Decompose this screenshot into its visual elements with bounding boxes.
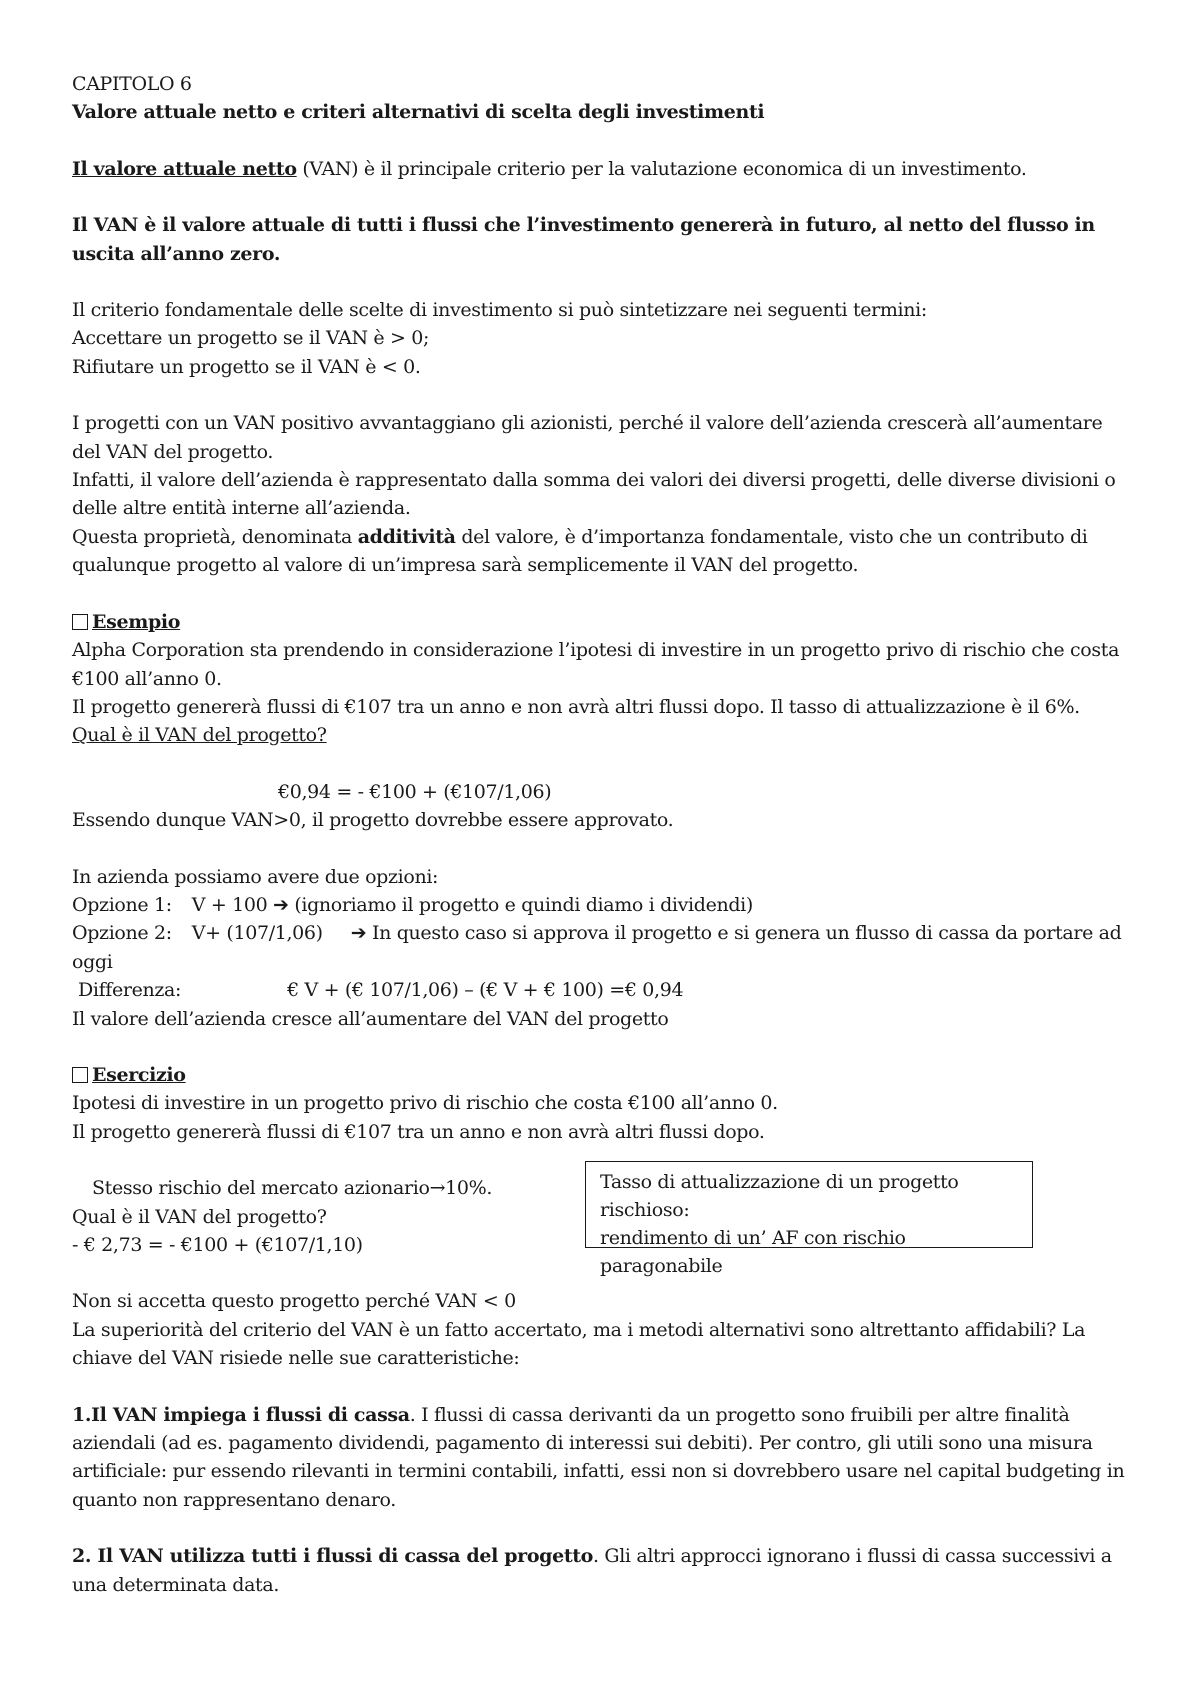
options-conclusion: Il valore dell’azienda cresce all’aumentare del VAN del progetto — [72, 1007, 669, 1030]
difference-label: Differenza: — [78, 979, 182, 1002]
additivity-term: additività — [357, 525, 456, 548]
point-2-text: . Gli altri approcci ignorano i flussi di cassa successivi a una determinata data. — [72, 1545, 1112, 1596]
option-1-label: Opzione 1: — [72, 893, 172, 916]
exercise-formula: - € 2,73 = - €100 + (€107/1,10) — [72, 1234, 363, 1256]
intro-rest: (VAN) è il principale criterio per la valutazione economica di un investimento. — [296, 157, 1027, 180]
additivity-text-b: del valore, è d’importanza fondamentale, visto che un contributo di qualunque progetto al valore di un’impresa sarà semplicemente il VAN del progetto. — [72, 525, 1088, 577]
checkbox-square-icon — [72, 1067, 88, 1083]
example-question: Qual è il VAN del progetto? — [72, 724, 327, 747]
note-line-2: rendimento di un’ AF con rischio paragonabile — [600, 1227, 906, 1277]
note-line-1: Tasso di attualizzazione di un progetto rischioso: — [600, 1171, 959, 1221]
additivity-text-a: Questa proprietà, denominata — [72, 525, 358, 548]
example-line-1: Alpha Corporation sta prendendo in considerazione l’ipotesi di investire in un progetto privo di rischio che costa €100 all’anno 0. — [72, 639, 1120, 690]
exercise-heading — [72, 1061, 1128, 1089]
option-2-expr: V+ (107/1,06) — [191, 922, 323, 945]
option-1-text: (ignoriamo il progetto e quindi diamo i dividendi) — [294, 893, 753, 916]
exercise-line-2: Il progetto genererà flussi di €107 tra un anno e non avrà altri flussi dopo. — [72, 1120, 765, 1143]
arrow-right-icon: ➔ — [273, 893, 289, 916]
exercise-risk: Stesso rischio del mercato azionario→10%. — [92, 1177, 493, 1200]
checkbox-square-icon — [72, 614, 88, 630]
chapter-subtitle: Valore attuale netto e criteri alternativi di scelta degli investimenti — [72, 101, 765, 124]
option-2-label: Opzione 2: — [72, 922, 172, 945]
option-1-expr: V + 100 — [191, 893, 268, 916]
chapter-label: CAPITOLO 6 — [72, 73, 192, 95]
intro-paragraph — [72, 155, 1128, 183]
intro-term: Il valore attuale netto — [72, 157, 297, 180]
van-definition: Il VAN è il valore attuale di tutti i flussi che l’investimento genererà in futuro, al netto del flusso in uscita all’anno zero. — [72, 214, 1095, 265]
example-heading — [72, 608, 1128, 636]
point-2-title: 2. Il VAN utilizza tutti i flussi di cassa del progetto — [72, 1545, 593, 1568]
superiority-paragraph: La superiorità del criterio del VAN è un fatto accertato, ma i metodi alternativi sono altrettanto affidabili? La chiave del VAN risiede nelle sue caratteristiche: — [72, 1318, 1086, 1370]
example-line-2: Il progetto genererà flussi di €107 tra un anno e non avrà altri flussi dopo. Il tasso di attualizzazione è il 6%. — [72, 695, 1080, 718]
option-1 — [72, 891, 1128, 919]
example-heading-label: Esempio — [92, 610, 181, 633]
exercise-conclusion: Non si accetta questo progetto perché VAN < 0 — [72, 1290, 516, 1313]
option-2 — [72, 919, 1128, 976]
point-1-title: 1.Il VAN impiega i flussi di cassa — [72, 1403, 410, 1426]
difference-expr: € V + (€ 107/1,06) – (€ V + € 100) =€ 0,94 — [287, 979, 684, 1002]
options-intro: In azienda possiamo avere due opzioni: — [72, 865, 439, 888]
point-2 — [72, 1542, 1128, 1599]
arrow-right-icon: ➔ — [350, 922, 367, 945]
criterion-line-2: Accettare un progetto se il VAN è > 0; — [72, 327, 430, 350]
example-conclusion: Essendo dunque VAN>0, il progetto dovrebbe essere approvato. — [72, 809, 674, 832]
option-2-text: In questo caso si approva il progetto e si genera un flusso di cassa da portare ad oggi — [72, 922, 1122, 973]
discount-rate-note-box — [585, 1161, 1033, 1277]
criterion-line-1: Il criterio fondamentale delle scelte di investimento si può sintetizzare nei seguenti termini: — [72, 299, 927, 322]
exercise-question: Qual è il VAN del progetto? — [72, 1205, 327, 1228]
positive-van-text-2: Infatti, il valore dell’azienda è rappresentato dalla somma dei valori dei diversi progetti, delle diverse divisioni o delle altre entità interne all’azienda. — [72, 469, 1116, 520]
exercise-heading-label: Esercizio — [92, 1063, 186, 1086]
example-formula: €0,94 = - €100 + (€107/1,06) — [278, 780, 552, 803]
criterion-line-3: Rifiutare un progetto se il VAN è < 0. — [72, 355, 421, 378]
point-1 — [72, 1401, 1128, 1515]
positive-van-text-1: I progetti con un VAN positivo avvantaggiano gli azionisti, perché il valore dell’azienda crescerà all’aumentare del VAN del progetto. — [72, 412, 1103, 463]
difference-line — [72, 976, 1128, 1004]
exercise-line-1: Ipotesi di investire in un progetto privo di rischio che costa €100 all’anno 0. — [72, 1092, 778, 1115]
point-1-text: . I flussi di cassa derivanti da un progetto sono fruibili per altre finalità aziendali (ad es. pagamento dividendi, pagamento di interessi sui debiti). Per contro, gli utili sono una misura artificiale: pur essendo rilevanti in termini contabili, infatti, essi non si dovrebbero usare nel capital budgeting in quanto non rappresentano denaro. — [72, 1403, 1125, 1511]
additivity-paragraph — [72, 523, 1128, 580]
